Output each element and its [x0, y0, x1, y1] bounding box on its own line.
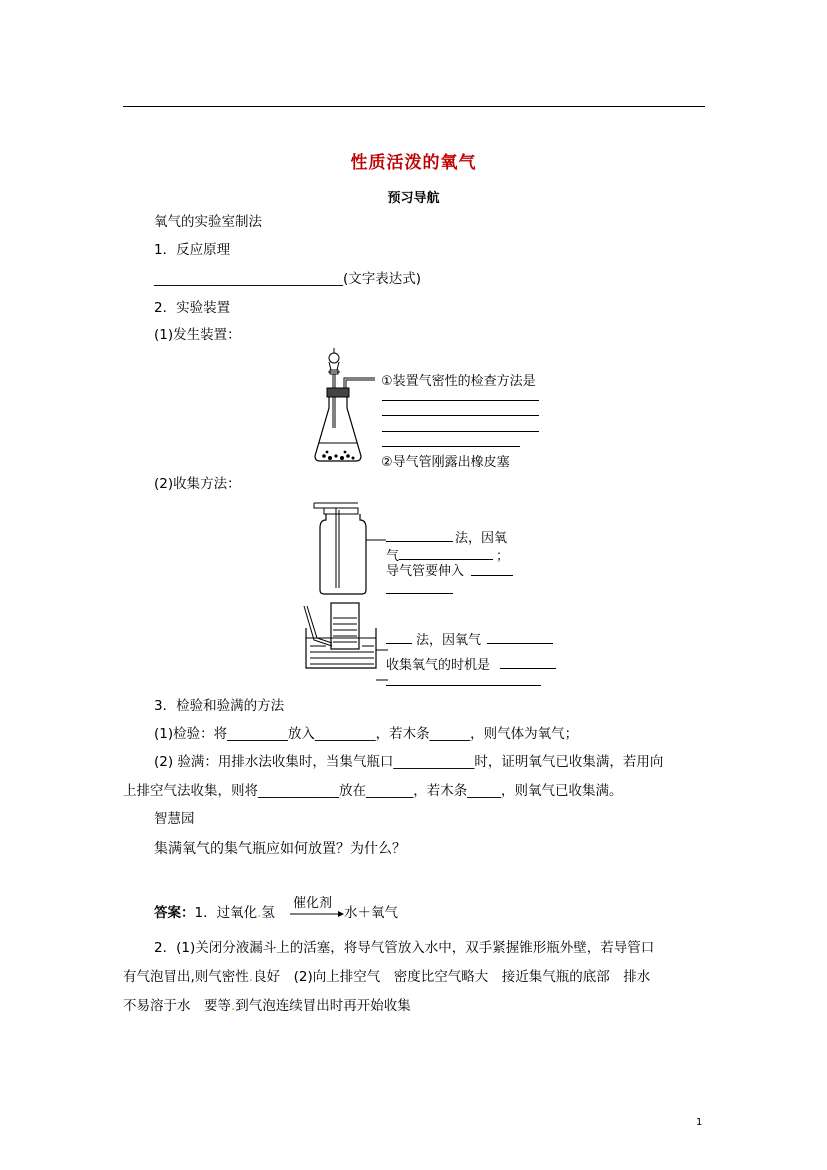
- item-3-1: (1)检验：将_________放入_________，若木条______，则气体为氧气；: [154, 726, 579, 742]
- blank-line: [487, 643, 553, 644]
- blank-line: [382, 400, 539, 401]
- wisdom-question: 集满氧气的集气瓶应如何放置？为什么？: [154, 841, 406, 857]
- answer-4a: 不易溶于水 要等: [123, 998, 231, 1014]
- answer-line2: 2．(1)关闭分液漏斗上的活塞，将导气管放入水中，双手紧握锥形瓶外壁，若导管口: [154, 940, 655, 956]
- answer-4-dot: .: [231, 998, 236, 1014]
- item-1-blank: ____________________________(文字表达式): [154, 271, 422, 287]
- blank-line: [382, 415, 539, 416]
- blank-line: [386, 643, 412, 644]
- item-3: 3．检验和验满的方法: [154, 698, 285, 714]
- blank-line: [386, 685, 541, 686]
- page-number: 1: [696, 1117, 703, 1128]
- reaction-arrow-icon: [290, 909, 346, 919]
- figure2-a2: 气: [386, 549, 400, 564]
- answer-line3: [123, 969, 650, 985]
- section-title: 预习导航: [387, 191, 440, 206]
- answer-1-h: 氢: [261, 905, 275, 921]
- figure2-b1: 法，因氧气: [416, 633, 482, 648]
- blank-line: [500, 668, 556, 669]
- blank-line: [382, 431, 539, 432]
- blank-line: [386, 541, 453, 542]
- blank-line: [386, 593, 453, 594]
- figure1-note2: ②导气管刚露出橡皮塞: [381, 455, 510, 470]
- item-1: 1．反应原理: [154, 242, 231, 258]
- item-3-2a: (2) 验满：用排水法收集时，当集气瓶口____________时，证明氧气已收集满，若用向: [154, 754, 664, 770]
- answer-3b: 良好 (2)向上排空气 密度比空气略大 接近集气瓶的底部 排水: [253, 969, 651, 985]
- collection-methods-diagram: [296, 500, 388, 690]
- item-2: 2．实验装置: [154, 300, 231, 316]
- answer-line4: [123, 998, 411, 1014]
- answer-label: 答案：: [154, 905, 195, 921]
- item-2-1: (1)发生装置：: [154, 327, 241, 343]
- answer-3a: 有气泡冒出,则气密性: [123, 969, 249, 985]
- figure2-b2: 收集氧气的时机是: [386, 658, 491, 673]
- answer-3-dot: .: [248, 969, 254, 985]
- figure2-a1: 法，因氧: [455, 531, 508, 546]
- answer-4b: 到气泡连续冒出时再开始收集: [235, 998, 411, 1014]
- answer-1-dot: .: [257, 905, 262, 921]
- item-2-2: (2)收集方法：: [154, 476, 241, 492]
- blank-line: [382, 446, 520, 447]
- lab-prep-heading: 氧气的实验室制法: [154, 214, 262, 230]
- answer-1-suffix: 水＋氧气: [344, 905, 398, 921]
- figure2-a3: ；: [496, 549, 510, 564]
- header-rule: [123, 106, 705, 107]
- figure2-a4: 导气管要伸入: [386, 564, 465, 579]
- blank-line: [471, 575, 513, 576]
- page-title: 性质活泼的氧气: [350, 153, 477, 173]
- wisdom-heading: 智慧园: [154, 811, 195, 827]
- item-3-2b: 上排空气法收集，则将____________放在_______，若木条_____，则氧气已收集满。: [123, 783, 623, 799]
- answer-line1: [154, 905, 275, 921]
- figure1-note1: ①装置气密性的检查方法是: [381, 374, 536, 389]
- generator-flask-diagram: [300, 348, 380, 468]
- catalyst-label: 催化剂: [293, 896, 333, 911]
- answer-1-prefix: 1．过氧化: [194, 905, 258, 921]
